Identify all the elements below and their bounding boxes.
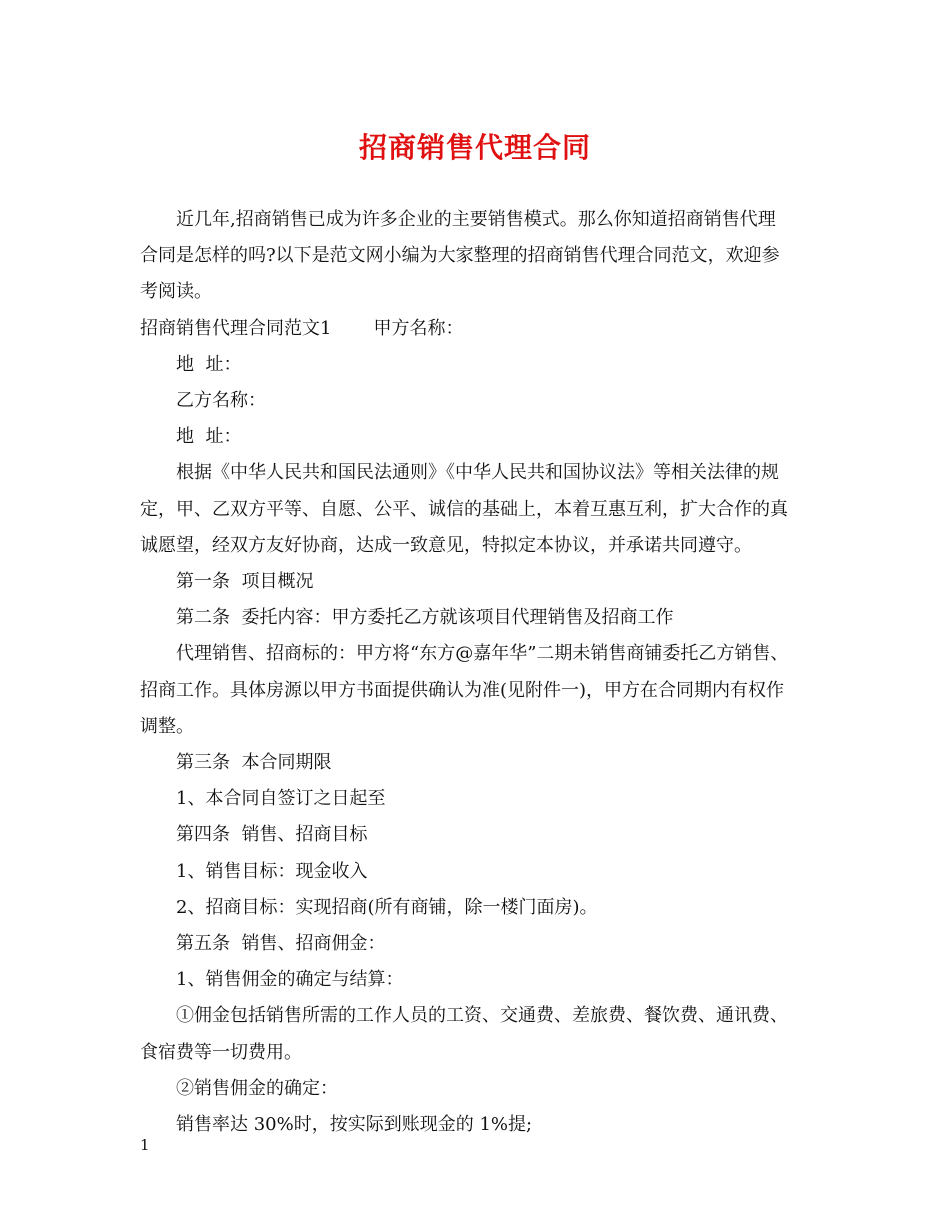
document-title: 招商销售代理合同	[358, 131, 591, 164]
article-5-heading: 第五条 销售、招商佣金：	[176, 933, 386, 955]
commission-line: ①佣金包括销售所需的工作人员的工资、交通费、差旅费、餐饮费、通讯费、	[176, 1005, 788, 1027]
article-2-heading: 第二条 委托内容：甲方委托乙方就该项目代理销售及招商工作	[176, 607, 674, 629]
article-4-item: 2、招商目标：实现招商(所有商铺，除一楼门面房)。	[176, 896, 598, 918]
article-4-heading: 第四条 销售、招商目标	[176, 824, 368, 846]
target-line: 代理销售、招商标的：甲方将“东方@嘉年华”二期未销售商铺委托乙方销售、	[176, 643, 789, 665]
commission-paragraph	[140, 998, 820, 1070]
commission-determination: ②销售佣金的确定：	[176, 1077, 338, 1099]
intro-line: 近几年,招商销售已成为许多企业的主要销售模式。那么你知道招商销售代理	[176, 209, 776, 230]
article-3-item: 1、本合同自签订之日起至	[176, 788, 386, 810]
page-number: 1	[140, 1136, 150, 1154]
target-line: 调整。	[140, 715, 194, 737]
sample-heading: 招商销售代理合同范文1	[140, 317, 332, 339]
basis-line: 根据《中华人民共和国民法通则》《中华人民共和国协议法》等相关法律的规	[176, 462, 779, 484]
document-body	[140, 202, 820, 1143]
commission-rate: 销售率达 30%时，按实际到账现金的 1%提;	[176, 1114, 533, 1136]
article-1-heading: 第一条 项目概况	[176, 571, 314, 593]
address-2-label: 地 址：	[176, 426, 242, 448]
basis-line: 诚愿望，经双方友好协商，达成一致意见，特拟定本协议，并承诺共同遵守。	[140, 534, 752, 556]
article-5-item: 1、销售佣金的确定与结算：	[176, 969, 404, 991]
basis-paragraph	[140, 455, 820, 564]
target-paragraph	[140, 636, 820, 745]
article-3-heading: 第三条 本合同期限	[176, 752, 332, 774]
intro-line: 考阅读。	[140, 281, 212, 303]
party-b-name-label: 乙方名称：	[176, 390, 266, 412]
sample-heading-line	[140, 311, 820, 347]
commission-line: 食宿费等一切费用。	[140, 1041, 302, 1063]
intro-paragraph	[140, 202, 820, 311]
target-line: 招商工作。具体房源以甲方书面提供确认为准(见附件一)，甲方在合同期内有权作	[140, 679, 785, 701]
intro-line: 合同是怎样的吗?以下是范文网小编为大家整理的招商销售代理合同范文，欢迎参	[140, 245, 780, 267]
basis-line: 定，甲、乙双方平等、自愿、公平、诚信的基础上，本着互惠互利，扩大合作的真	[140, 498, 788, 520]
address-1-label: 地 址：	[176, 353, 242, 375]
party-a-name-label: 甲方名称：	[373, 317, 464, 339]
article-4-item: 1、销售目标：现金收入	[176, 860, 368, 882]
